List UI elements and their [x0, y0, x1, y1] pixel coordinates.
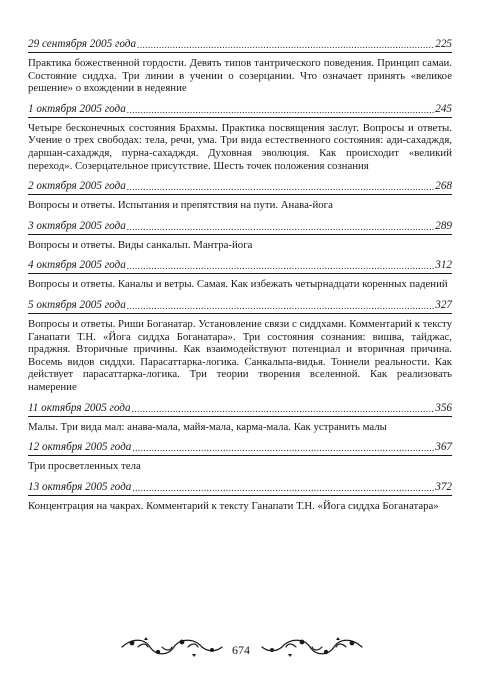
toc-entry-page: 268 — [435, 180, 452, 193]
toc-entry-header — [28, 259, 452, 274]
toc-entry-header — [28, 38, 452, 53]
toc-entry-page: 225 — [435, 38, 452, 50]
toc-entry-header — [28, 441, 452, 456]
toc-entry-description: Практика божественной гордости. Девять типов тантрического поведения. Принцип самаи. Состояние сиддха. Три линии в учении о созерцании. Что означает принять «великое решение» о вхождении в недеяние — [28, 57, 452, 95]
toc-entry-description: Вопросы и ответы. Каналы и ветры. Самая. Как избежать четырнадцати коренных падений — [28, 278, 448, 291]
toc-entry-date: 1 октября 2005 года — [28, 102, 126, 115]
table-of-contents — [28, 38, 452, 520]
toc-entry-description: Концентрация на чакрах. Комментарий к тексту Ганапати Т.Н. «Йога сиддха Боганатара» — [28, 499, 439, 512]
toc-leader-dots — [127, 182, 434, 193]
toc-entry-header — [28, 402, 452, 417]
toc-entry-page: 312 — [435, 259, 452, 272]
toc-entry — [28, 259, 452, 291]
toc-entry — [28, 481, 452, 513]
toc-entry — [28, 402, 452, 434]
toc-leader-dots — [132, 443, 434, 454]
toc-leader-dots — [127, 301, 434, 312]
toc-entry — [28, 103, 452, 172]
toc-entry-description: Четыре бесконечных состояния Брахмы. Практика посвящения заслуг. Вопросы и ответы. Учение о трех свободах: тела, речи, ума. Три вида естественного состояния: ади-сахадждя, даршан-сахадждя, пурна-сахадждя. Духовная эволюция. Как происходит «великий переход». Созерцательное присутствие. Шесть точек положения сознания — [28, 121, 452, 172]
toc-entry-header — [28, 103, 452, 118]
toc-entry-page: 356 — [435, 401, 452, 414]
toc-entry-description: Вопросы и ответы. Виды санкальп. Мантра-йога — [28, 238, 253, 251]
toc-entry-date: 4 октября 2005 года — [28, 259, 126, 272]
toc-entry-page: 327 — [435, 298, 452, 311]
toc-entry-page: 289 — [435, 219, 452, 232]
toc-entry-description: Вопросы и ответы. Риши Боганатар. Установление связи с сиддхами. Комментарий к тексту Ганапати Т.Н. «Йога сиддха Боганатара». Три состояния сознания: вишва, тайджас, праджня. Вторичные причины. Как взаимодействуют потенциал и вторичная причина. Восемь видов сиддхи. Парасаттарка-логика. Санкальпа-видья. Тоннели реальности. Как действует парасаттарка-логика. Три теории творения вселенной. Как реализовать намерение — [28, 317, 452, 393]
toc-leader-dots — [127, 222, 434, 233]
toc-leader-dots — [132, 404, 435, 415]
toc-leader-dots — [132, 483, 434, 494]
page-number: 674 — [232, 643, 250, 657]
toc-entry — [28, 180, 452, 212]
toc-entry-page: 372 — [435, 480, 452, 493]
toc-entry-description: Вопросы и ответы. Испытания и препятствия на пути. Анава-йога — [28, 199, 333, 212]
toc-leader-dots — [137, 40, 434, 51]
toc-entry-date: 3 октября 2005 года — [28, 219, 126, 232]
toc-entry-date: 5 октября 2005 года — [28, 298, 126, 311]
toc-entry-header — [28, 220, 452, 235]
toc-entry-date: 13 октября 2005 года — [28, 480, 132, 493]
toc-leader-dots — [127, 261, 434, 272]
toc-entry — [28, 220, 452, 252]
toc-entry-description: Три просветленных тела — [28, 460, 141, 473]
toc-entry — [28, 441, 452, 473]
toc-entry — [28, 299, 452, 394]
toc-entry-header — [28, 481, 452, 496]
toc-leader-dots — [127, 105, 434, 116]
toc-entry — [28, 38, 452, 95]
toc-entry-page: 245 — [435, 102, 452, 115]
toc-entry-date: 12 октября 2005 года — [28, 441, 132, 454]
toc-entry-date: 11 октября 2005 года — [28, 401, 131, 414]
toc-entry-date: 29 сентября 2005 года — [28, 38, 137, 50]
toc-entry-date: 2 октября 2005 года — [28, 180, 126, 193]
toc-entry-page: 367 — [435, 441, 452, 454]
toc-entry-header — [28, 180, 452, 195]
toc-entry-description: Малы. Три вида мал: анава-мала, майя-мала, карма-мала. Как устранить малы — [28, 420, 387, 433]
toc-entry-header — [28, 299, 452, 314]
